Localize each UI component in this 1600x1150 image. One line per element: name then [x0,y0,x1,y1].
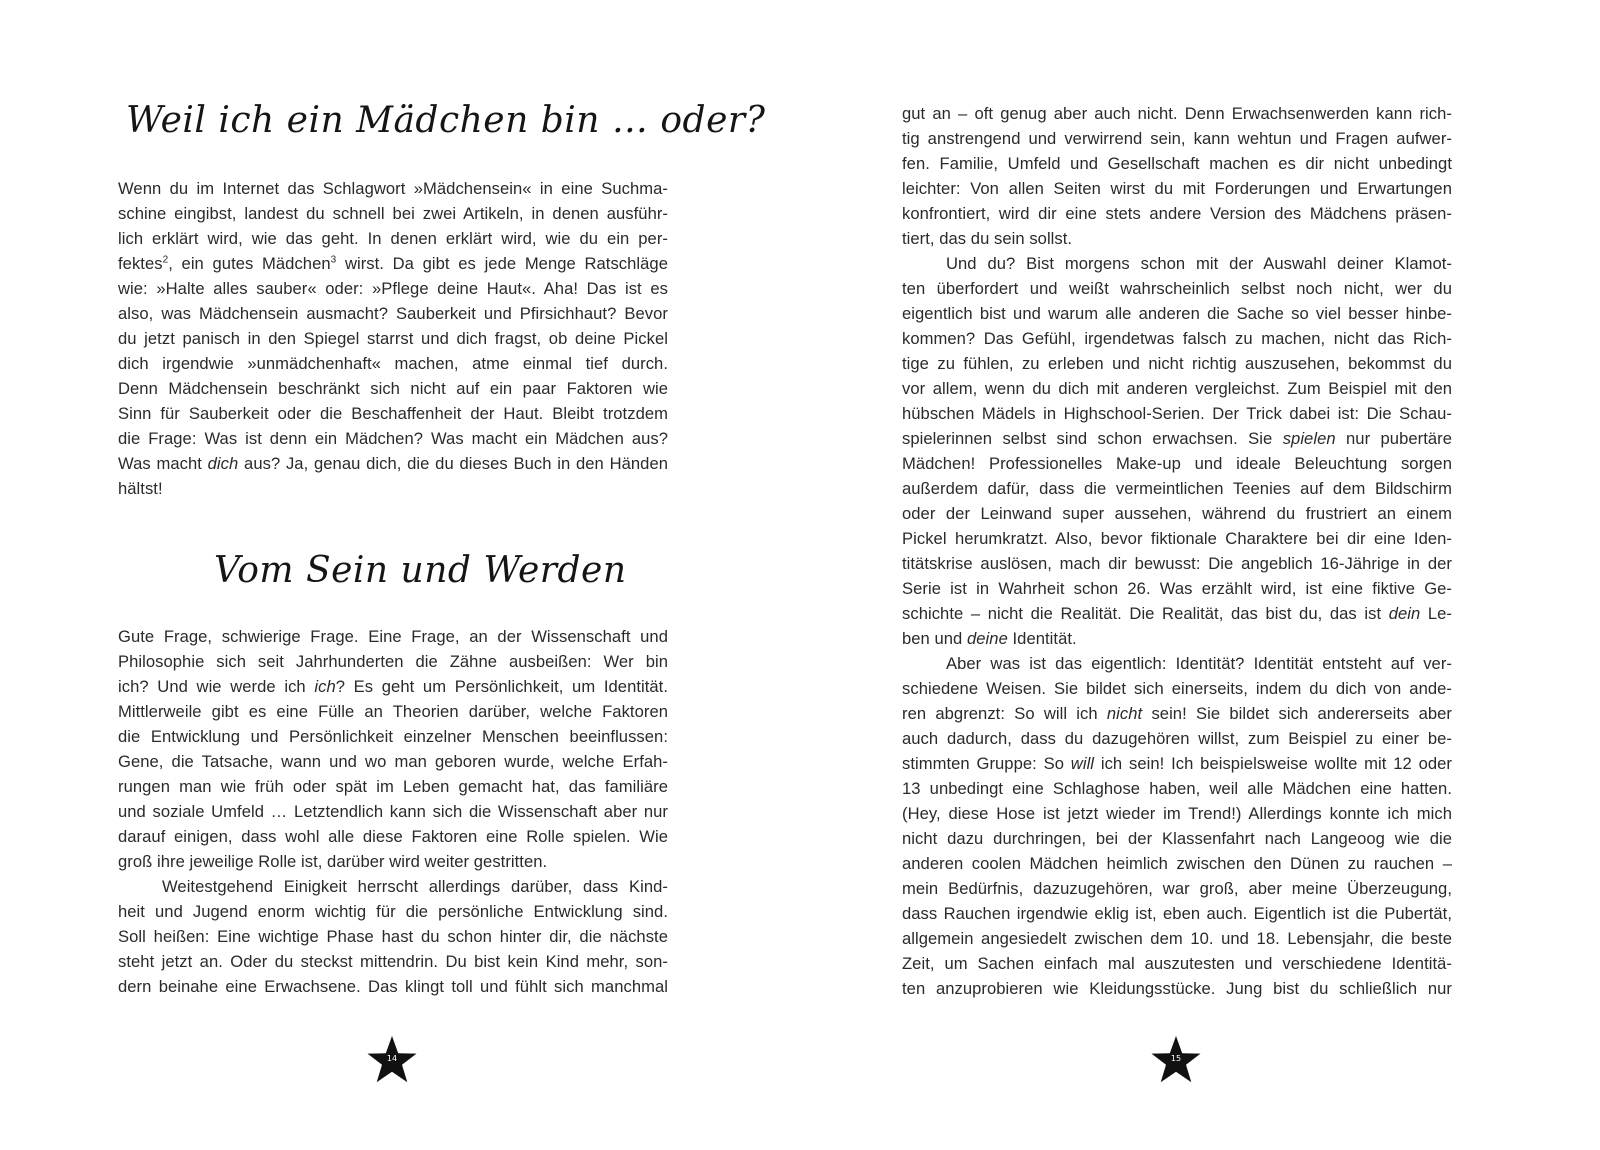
text-run: kommen? Das Gefühl, irgendetwas falsch zu machen, nicht das Rich- [902,329,1452,348]
text-line [902,301,1452,326]
text-run: Le- [1420,604,1452,623]
text-line [118,774,668,799]
text-line [118,824,668,849]
emphasis: ich [314,677,336,696]
text-run: mein Bedürfnis, dazuzugehören, war groß, aber meine Überzeugung, [902,879,1452,898]
text-line [118,226,668,251]
text-line [902,751,1452,776]
section-paragraphs [118,624,668,999]
text-line [902,101,1452,126]
emphasis: nicht [1106,704,1143,723]
text-run: ren abgrenzt: So will ich [902,704,1107,723]
text-run: oder der Leinwand super aussehen, während du frustriert an einem [902,504,1452,523]
text-run: Gute Frage, schwierige Frage. Eine Frage, an der Wissenschaft und [118,627,668,646]
text-line [118,351,668,376]
text-run: vor allem, wenn du dich mit anderen vergleichst. Zum Beispiel mit den [902,379,1452,398]
text-line [902,926,1452,951]
text-run: hübschen Mädels in Highschool-Serien. Der Trick dabei ist: Die Schau- [902,404,1452,423]
text-line [118,899,668,924]
text-run: Zeit, um Sachen einfach mal auszutesten und verschiedene Identitä- [902,954,1452,973]
text-line [118,949,668,974]
text-line [118,301,668,326]
page-number-label: 14 [386,1054,398,1063]
text-run: spielerinnen selbst sind schon erwachsen. Sie [902,429,1283,448]
page-number-left [364,1034,420,1086]
text-line [902,551,1452,576]
text-run: konfrontiert, wird dir eine stets andere Version des Mädchens präsen- [902,204,1452,223]
text-line [118,974,668,999]
text-run: Was macht [118,454,208,473]
text-run: Mädchen! Professionelles Make-up und ideale Beleuchtung sorgen [902,454,1452,473]
text-line [118,649,668,674]
text-run: Identität. [1007,629,1077,648]
text-line [902,851,1452,876]
text-run: eigentlich bist und warum alle anderen die Sache so viel besser hinbe- [902,304,1452,323]
text-run: auch dadurch, dass du dazugehören willst, zum Beispiel zu einer be- [902,729,1452,748]
text-run: aus? Ja, genau dich, die du dieses Buch in den Händen [238,454,668,473]
text-line [118,376,668,401]
text-line [902,701,1452,726]
text-run: darauf einigen, dass wohl alle diese Faktoren eine Rolle spielen. Wie [118,827,668,846]
emphasis: spielen [1282,429,1336,448]
text-run: fen. Familie, Umfeld und Gesellschaft machen es dir nicht unbedingt [902,154,1452,173]
text-run: Denn Mädchensein beschränkt sich nicht auf ein paar Faktoren wie [118,379,668,398]
text-run: tig anstrengend und verwirrend sein, kann wehtun und Fragen aufwer- [902,129,1452,148]
text-run: anderen coolen Mädchen heimlich zwischen den Dünen zu rauchen – [902,854,1452,873]
text-run: sein! Sie bildet sich andererseits aber [1142,704,1452,723]
text-line [902,626,1452,651]
text-run: groß ihre jeweilige Rolle ist, darüber wird weiter gestritten. [118,852,548,871]
text-line [902,976,1452,1001]
text-line [902,651,1452,676]
text-run: hältst! [118,479,163,498]
emphasis: deine [967,629,1008,648]
text-line [118,426,668,451]
text-line [902,326,1452,351]
intro-paragraph [118,176,668,501]
text-run: Serie ist in Wahrheit schon 26. Was erzählt wird, ist eine fiktive Ge- [902,579,1452,598]
text-line [902,576,1452,601]
text-line [902,901,1452,926]
text-run: ben und [902,629,967,648]
text-run: leichter: Von allen Seiten wirst du mit Forderungen und Erwartungen [902,179,1452,198]
footnote-ref: 2 [162,254,169,266]
text-run: Mittlerweile gibt es eine Fülle an Theorien darüber, welche Faktoren [118,702,668,721]
text-run: allgemein angesiedelt zwischen dem 10. und 18. Lebensjahr, die beste [902,929,1452,948]
text-line [902,951,1452,976]
text-line [118,849,668,874]
text-line [118,724,668,749]
text-run: wirst. Da gibt es jede Menge Ratschläge [336,254,668,273]
text-run: rungen man wie früh oder spät im Leben gemacht hat, das familiäre [118,777,668,796]
text-line [902,176,1452,201]
page-number-right [1148,1034,1204,1086]
text-line [902,126,1452,151]
text-run: steht jetzt an. Oder du steckst mittendrin. Du bist kein Kind mehr, son- [118,952,668,971]
text-run: Pickel herumkratzt. Also, bevor fiktionale Charaktere bei dir eine Iden- [902,529,1452,548]
text-line [118,624,668,649]
text-run: ich? Und wie werde ich [118,677,315,696]
text-line [902,401,1452,426]
text-run: dich irgendwie »unmädchenhaft« machen, atme einmal tief durch. [118,354,668,373]
text-line [902,251,1452,276]
text-run: Philosophie sich seit Jahrhunderten die Zähne ausbeißen: Wer bin [118,652,668,671]
text-run: ten überfordert und weißt wahrscheinlich selbst noch nicht, wer du [902,279,1452,298]
text-run: du jetzt panisch in den Spiegel starrst und dich fragst, ob deine Pickel [118,329,668,348]
text-line [118,276,668,301]
text-run: dern beinahe eine Erwachsene. Das klingt toll und fühlt sich manchmal [118,977,668,996]
text-line [902,451,1452,476]
text-line [902,676,1452,701]
text-run: also, was Mädchensein ausmacht? Sauberkeit und Pfirsichhaut? Bevor [118,304,668,323]
emphasis: dein [1388,604,1421,623]
text-line [902,801,1452,826]
text-run: die Entwicklung und Persönlichkeit einzelner Menschen beeinflussen: [118,727,668,746]
left-page [118,0,766,1150]
text-line [118,924,668,949]
text-line [902,601,1452,626]
text-line [118,749,668,774]
text-run: Wenn du im Internet das Schlagwort »Mädchensein« in eine Suchma- [118,179,668,198]
text-run: (Hey, diese Hose ist jetzt wieder im Trend!) Allerdings konnte ich mich [902,804,1452,823]
text-run: wie: »Halte alles sauber« oder: »Pflege deine Haut«. Aha! Das ist es [118,279,668,298]
text-line [118,451,668,476]
right-page [902,0,1452,1150]
text-line [118,201,668,226]
text-run: die Frage: Was ist denn ein Mädchen? Was macht ein Mädchen aus? [118,429,668,448]
text-run: Soll heißen: Eine wichtige Phase hast du schon hinter dir, die nächste [118,927,668,946]
continued-text [902,101,1452,1001]
text-run: schichte – nicht die Realität. Die Realität, das bist du, das ist [902,604,1389,623]
text-line [118,476,668,501]
text-run: ten anzuprobieren wie Kleidungsstücke. Jung bist du schließlich nur [902,979,1452,998]
text-run: Weitestgehend Einigkeit herrscht allerdings darüber, dass Kind- [162,877,668,896]
text-run: schiedene Weisen. Sie bildet sich einerseits, indem du dich von ande- [902,679,1452,698]
text-line [902,726,1452,751]
text-run: Gene, die Tatsache, wann und wo man geboren wurde, welche Erfah- [118,752,668,771]
text-line [902,226,1452,251]
text-line [902,201,1452,226]
text-run: nur pubertäre [1335,429,1452,448]
text-run: titätskrise auslösen, mach dir bewusst: Die angeblich 16-Jährige in der [902,554,1452,573]
text-line [902,476,1452,501]
text-line [118,874,668,899]
text-line [902,826,1452,851]
text-run: schine eingibst, landest du schnell bei zwei Artikeln, in denen ausführ- [118,204,668,223]
section-heading: Vom Sein und Werden [214,550,627,591]
text-line [902,776,1452,801]
emphasis: will [1070,754,1095,773]
text-line [118,326,668,351]
footnote-ref: 3 [330,254,337,266]
text-run: Und du? Bist morgens schon mit der Auswahl deiner Klamot- [946,254,1452,273]
text-run: nicht dazu durchringen, bei der Klassenfahrt nach Langeoog wie die [902,829,1452,848]
chapter-heading: Weil ich ein Mädchen bin … oder? [126,100,766,141]
text-line [902,501,1452,526]
text-run: stimmten Gruppe: So [902,754,1071,773]
text-run: lich erklärt wird, wie das geht. In denen erklärt wird, wie du ein per- [118,229,668,248]
text-run: Sinn für Sauberkeit oder die Beschaffenheit der Haut. Bleibt trotzdem [118,404,668,423]
text-run: heit und Jugend enorm wichtig für die persönliche Entwicklung sind. [118,902,668,921]
text-line [118,176,668,201]
text-run: gut an – oft genug aber auch nicht. Denn Erwachsenwerden kann rich- [902,104,1452,123]
text-line [118,674,668,699]
text-line [118,799,668,824]
text-line [118,699,668,724]
text-line [902,426,1452,451]
text-line [118,251,668,276]
text-run: und soziale Umfeld … Letztendlich kann sich die Wissenschaft aber nur [118,802,668,821]
text-line [902,376,1452,401]
text-run: tige zu fühlen, zu erleben und nicht richtig auszusehen, bekommst du [902,354,1452,373]
text-run: , ein gutes Mädchen [168,254,331,273]
text-run: außerdem dafür, dass die vermeintlichen Teenies auf dem Bildschirm [902,479,1452,498]
page-number-label: 15 [1170,1054,1182,1063]
text-run: fektes [118,254,163,273]
text-line [118,401,668,426]
text-run: tiert, das du sein sollst. [902,229,1073,248]
emphasis: dich [207,454,239,473]
text-line [902,351,1452,376]
text-line [902,876,1452,901]
text-run: ich sein! Ich beispielsweise wollte mit 12 oder [1094,754,1452,773]
text-run: ? Es geht um Persönlichkeit, um Identität. [335,677,668,696]
text-run: 13 unbedingt eine Schlaghose haben, weil alle Mädchen eine hatten. [902,779,1452,798]
text-run: Aber was ist das eigentlich: Identität? Identität entsteht auf ver- [946,654,1452,673]
text-line [902,151,1452,176]
text-line [902,276,1452,301]
text-run: dass Rauchen irgendwie eklig ist, eben auch. Eigentlich ist die Pubertät, [902,904,1452,923]
text-line [902,526,1452,551]
